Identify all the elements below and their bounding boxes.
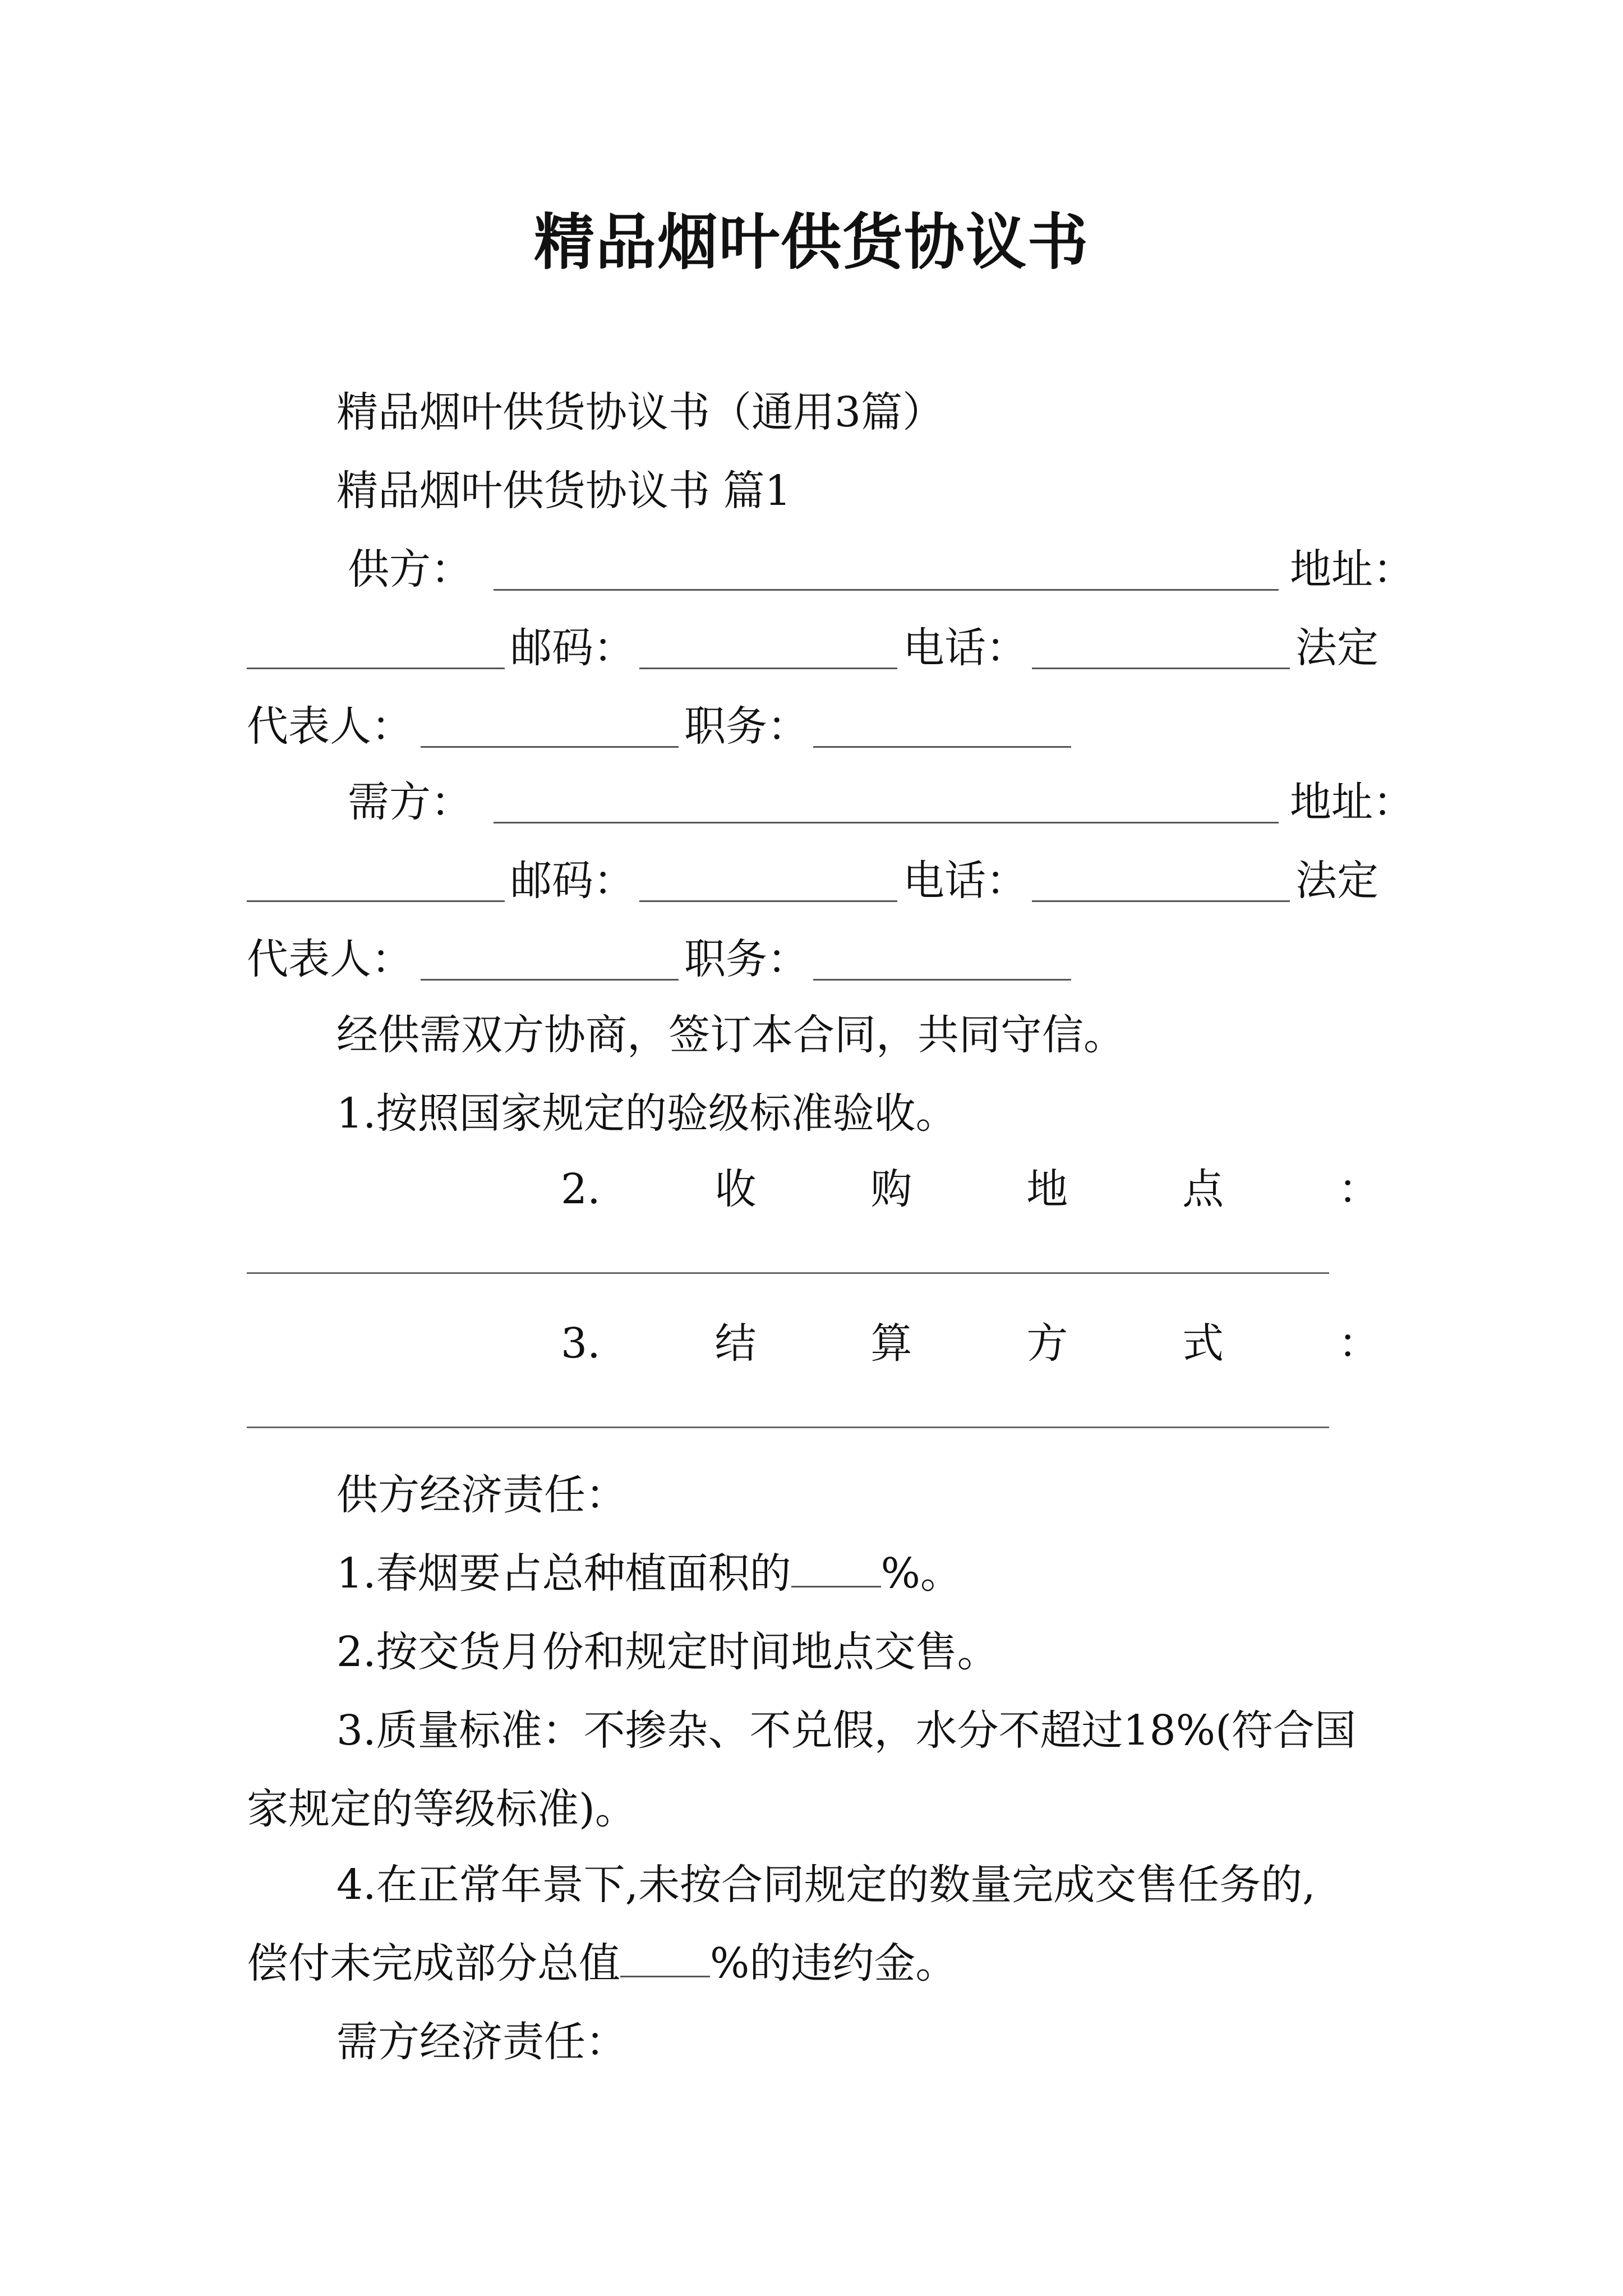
supplier-position-blank[interactable]	[813, 712, 1071, 748]
buyer-legal-rep-prefix: 法定	[1295, 857, 1378, 905]
clause-1: 1.按照国家规定的验级标准验收。	[336, 1089, 957, 1138]
supplier-address-label: 地址：	[1290, 545, 1414, 593]
supplier-address-blank[interactable]	[247, 634, 505, 669]
supplier-duty-3-line2: 家规定的等级标准)。	[247, 1785, 637, 1833]
supplier-name-blank[interactable]	[494, 555, 1279, 591]
supplier-duty-heading: 供方经济责任：	[336, 1471, 627, 1519]
buyer-address-label: 地址：	[1290, 778, 1414, 826]
supplier-phone-label: 电话：	[903, 624, 1027, 672]
clause-3-char: 3.	[561, 1319, 601, 1368]
buyer-label: 需方：	[348, 778, 472, 826]
clause-3-blank-line[interactable]	[247, 1427, 1329, 1428]
clause-2	[561, 1158, 1380, 1220]
supplier-duty-4-line2	[247, 1932, 957, 1994]
clause-2-char: 点	[1182, 1165, 1224, 1213]
supplier-postcode-label: 邮码：	[510, 624, 635, 672]
clause-3	[561, 1313, 1380, 1374]
penalty-percent-blank[interactable]	[620, 1942, 710, 1977]
supplier-duty-4-suffix: %的违约金。	[710, 1939, 957, 1987]
supplier-label: 供方：	[348, 545, 472, 593]
supplier-duty-2: 2.按交货月份和规定时间地点交售。	[336, 1628, 999, 1676]
clause-3-char: 结	[714, 1319, 757, 1368]
clause-2-char: 地	[1026, 1165, 1068, 1213]
supplier-duty-1-text: 1.春烟要占总种植面积的	[336, 1549, 791, 1598]
buyer-phone-blank[interactable]	[1032, 867, 1290, 902]
clause-3-char: 方	[1026, 1319, 1068, 1368]
supplier-postcode-blank[interactable]	[639, 634, 897, 669]
supplier-legal-rep-label: 代表人：	[247, 702, 413, 751]
supplier-duty-3-line1: 3.质量标准：不掺杂、不兑假，水分不超过18%(符合国	[336, 1706, 1356, 1755]
buyer-duty-heading: 需方经济责任：	[336, 2018, 627, 2066]
subtitle: 精品烟叶供货协议书（通用3篇）	[336, 388, 944, 436]
buyer-postcode-blank[interactable]	[639, 867, 897, 902]
supplier-duty-1-suffix: %。	[880, 1549, 962, 1598]
document-title: 精品烟叶供货协议书	[533, 207, 1089, 278]
clause-2-char: 2.	[561, 1165, 601, 1213]
clause-3-char: 算	[870, 1319, 912, 1368]
supplier-legal-rep-prefix: 法定	[1295, 624, 1378, 672]
supplier-duty-4-text: 偿付未完成部分总值	[247, 1939, 620, 1987]
buyer-legal-rep-blank[interactable]	[421, 945, 679, 981]
clause-3-char: 式	[1182, 1319, 1224, 1368]
buyer-position-label: 职务：	[684, 935, 809, 983]
buyer-postcode-label: 邮码：	[510, 857, 635, 905]
clause-2-blank-line[interactable]	[247, 1272, 1329, 1274]
buyer-legal-rep-label: 代表人：	[247, 935, 413, 983]
supplier-phone-blank[interactable]	[1032, 634, 1290, 669]
supplier-legal-rep-blank[interactable]	[421, 712, 679, 748]
buyer-phone-label: 电话：	[903, 857, 1027, 905]
buyer-address-blank[interactable]	[247, 867, 505, 902]
supplier-duty-1	[336, 1543, 962, 1604]
supplier-duty-4-line1: 4.在正常年景下,未按合同规定的数量完成交售任务的,	[336, 1861, 1316, 1909]
clause-2-char: 购	[870, 1165, 912, 1213]
buyer-position-blank[interactable]	[813, 945, 1071, 981]
spring-percent-blank[interactable]	[791, 1552, 881, 1588]
section-heading: 精品烟叶供货协议书 篇1	[336, 467, 791, 515]
clause-2-char: ：	[1338, 1165, 1380, 1213]
clause-2-char: 收	[714, 1165, 757, 1213]
buyer-name-blank[interactable]	[494, 788, 1279, 823]
clause-3-char: ：	[1338, 1319, 1380, 1368]
supplier-position-label: 职务：	[684, 702, 809, 751]
agreement-text: 经供需双方协商，签订本合同，共同守信。	[336, 1011, 1125, 1059]
